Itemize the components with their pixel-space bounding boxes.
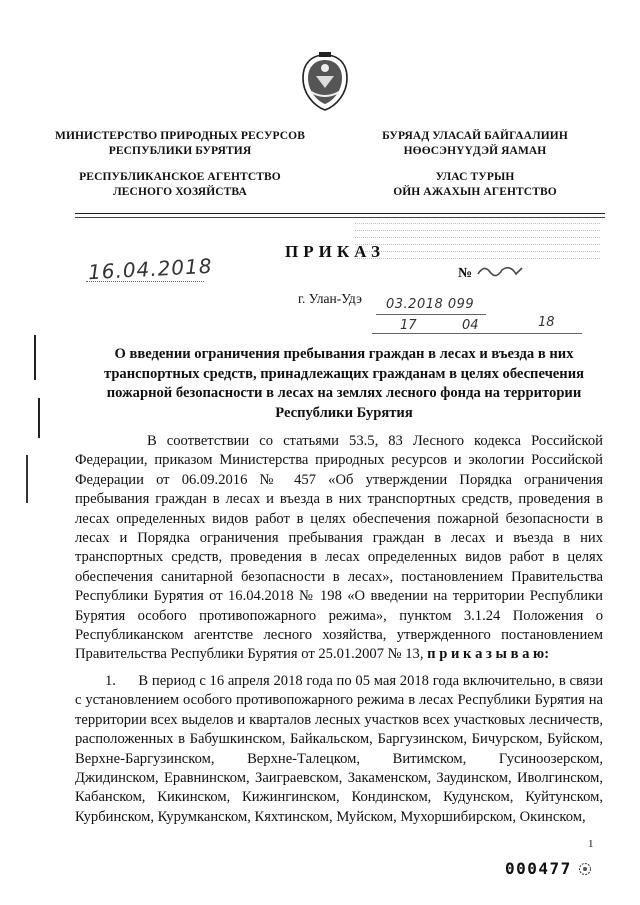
coat-of-arms-icon [297,52,353,112]
preamble-paragraph [75,432,603,665]
stamp-day: 17 [400,318,417,333]
order-city: г. Улан-Удэ [298,291,362,306]
header-left-agency [45,170,315,200]
signature-scribble-icon [476,262,524,278]
item-1-text: В период с 16 апреля 2018 года по 05 мая 2018 года включительно, в связи с установлением особого противопожарного режима в лесах Республики Бурятия на территории всех выделов и кварталов лесных участков всех участковых лесничеств, расположенных в Бабушкинском, Байкальском, Баргузинском, Бичурском, Буйском, Верхне-Баргузинском, Верхне-Талецком, Витимском, Гусиноозерском, Джидинском, Еравнинском, Заиграевском, Закаменском, Заудинском, Иволгинском, Кабанском, Кикинском, Кижингинском, Кондинском, Кудунском, Куйтунском, Курбинском, Курумканском, Кяхтинском, Муйском, Мухоршибирском, Окинском, [75,673,604,825]
margin-mark-3 [26,455,28,503]
header-left-line3: РЕСПУБЛИКАНСКОЕ АГЕНТСТВО [79,171,281,183]
margin-mark-1 [34,335,36,380]
header-left-line2: РЕСПУБЛИКИ БУРЯТИЯ [108,145,252,157]
title-line-1: О введении ограничения пребывания граждан в лесах и въезда в них [114,346,574,362]
stamp-year: 18 [538,315,555,330]
title-line-4: Республики Бурятия [275,404,413,421]
document-title [84,345,604,423]
header-right-agency [355,170,595,200]
header-left-line4: ЛЕСНОГО ХОЗЯЙСТВА [113,186,247,198]
margin-mark-2 [38,398,40,438]
order-number-sign: № [458,266,473,281]
date-underline [86,281,204,282]
header-left-ministry [45,129,315,159]
order-number-scribble [476,262,524,278]
serial-number: 000477 [505,859,572,878]
header-right-ministry [355,129,595,159]
decree-word: п р и к а з ы в а ю: [427,646,550,663]
order-heading: ПРИКАЗ [285,242,385,261]
stamp-date-underline [372,333,582,334]
item-1-paragraph [75,672,603,827]
seal-icon [578,862,592,876]
emblem [297,52,353,112]
header-divider-thin [75,217,605,218]
order-date: 16.04.2018 [87,253,214,285]
preamble-text: В соответствии со статьями 53.5, 83 Лесного кодекса Российской Федерации, приказом Министерства природных ресурсов и экологии Российской Федерации от 06.09.2016 № 457 «Об утверждении Порядка ограничения пребывания граждан в лесах и въезда в них транспортных средств, проведения в лесах определенных видов работ в целях обеспечения пожарной безопасности в лесах и Порядка ограничения пребывания граждан в лесах и въезда в них транспортных средств, проведения в лесах определенных видов работ в целях обеспечения санитарной безопасности в лесах», постановлением Правительства Республики Бурятия от 16.04.2018 № 198 «О введении на территории Республики Бурятия особого противопожарного режима», пунктом 3.1.24 Положения о Республиканском агентстве лесного хозяйства, утвержденного постановлением Правительства Республики Бурятия от 25.01.2007 № 13, [75,433,603,663]
header-right-line3: УЛАС ТУРЫН [435,171,515,183]
header-right-line1: БУРЯАД УЛАСАЙ БАЙГААЛИИН [382,130,568,142]
header-right-line4: ОЙН АЖАХЫН АГЕНТСТВО [393,186,557,198]
page-number: 1 [588,838,594,850]
title-line-3: пожарной безопасности в лесах на землях лесного фонда на территории [106,385,582,401]
stamp-number-underline [376,314,486,315]
stamp-number: 03.2018 099 [386,297,475,312]
header-right-line2: НӨӨСЭНҮҮДЭЙ ЯАМАН [403,145,547,157]
stamp-month: 04 [462,318,479,333]
header-divider [75,213,605,214]
header-left-line1: МИНИСТЕРСТВО ПРИРОДНЫХ РЕСУРСОВ [54,130,305,142]
title-line-2: транспортных средств, принадлежащих гражданам в целях обеспечения [103,365,585,382]
item-1-number: 1. [105,673,116,689]
